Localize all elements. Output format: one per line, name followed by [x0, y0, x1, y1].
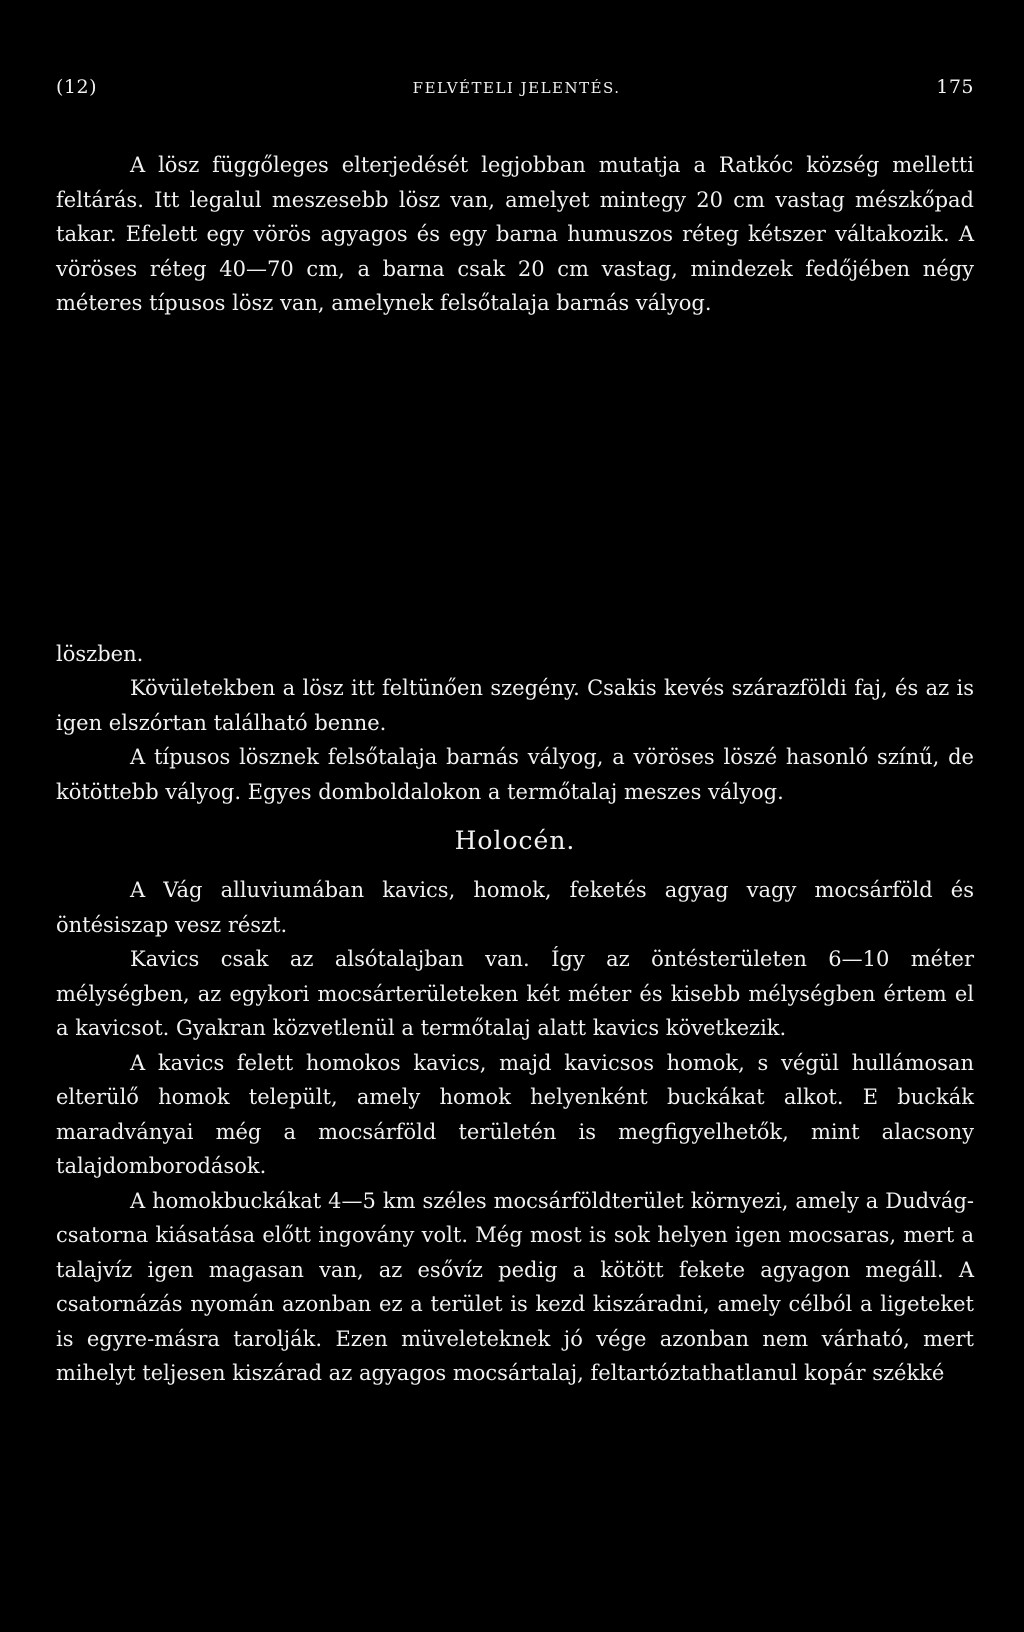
- document-page: [56, 76, 974, 1391]
- paragraph-continuation: löszben.: [56, 641, 144, 666]
- paragraph-ratkoc-exposure: A lösz függőleges elterjedését legjobban mutatja a Ratkóc község melletti feltárás. Itt legalul meszesebb lösz van, amelyet mintegy 20 cm vastag mészkőpad takar. Efelett egy vörös agyagos és egy barna humuszos réteg kétszer váltakozik. A vöröses réteg 40—70 cm, a barna csak 20 cm vastag, mindezek fedőjében négy méteres típusos lösz van, amelynek felsőtalaja barnás vályog.: [56, 153, 974, 315]
- paragraph-gravel: Kavics csak az alsótalajban van. Így az öntésterületen 6—10 méter mélységben, az egykori mocsárterületeken két méter és kisebb mélységben értem el a kavicsot. Gyakran közvetlenül a termőtalaj alatt kavics következik.: [56, 947, 974, 1040]
- paragraph-sand-dunes: A kavics felett homokos kavics, majd kavicsos homok, s végül hullámosan elterülő homok települt, amely homok helyenként buckákat alkot. E buckák maradványai még a mocsárföld területén is megfigyelhetők, mint alacsony talajdomborodások.: [56, 1050, 974, 1178]
- paragraph-topsoil: A típusos lösznek felsőtalaja barnás vályog, a vöröses löszé hasonló színű, de kötöttebb vályog. Egyes domboldalokon a termőtalaj meszes vályog.: [56, 745, 974, 804]
- paragraph-fossils: Kövületekben a lösz itt feltünően szegény. Csakis kevés szárazföldi faj, és az is igen elszórtan található benne.: [56, 676, 974, 735]
- running-header: [56, 76, 974, 106]
- section-title-holocene: Holocén.: [454, 826, 576, 855]
- blank-figure-area: [56, 321, 974, 637]
- header-section-number: (12): [56, 76, 98, 98]
- header-title: FELVÉTELI JELENTÉS.: [412, 79, 621, 97]
- page-number: 175: [936, 76, 974, 98]
- paragraph-marshland: A homokbuckákat 4—5 km széles mocsárföldterület környezi, amely a Dudvág-csatorna kiásatása előtt ingovány volt. Még most is sok helyen igen mocsaras, mert a talajvíz igen magasan van, az esővíz pedig a kötött fekete agyagon megáll. A csatornázás nyomán azonban ez a terület is kezd kiszáradni, amely célból a ligeteket is egyre-másra tarolják. Ezen müveleteknek jó vége azonban nem várható, mert mihelyt teljesen kiszárad az agyagos mocsártalaj, feltartóztathatlanul kopár székké: [56, 1188, 974, 1385]
- paragraph-alluvium: A Vág alluviumában kavics, homok, feketés agyag vagy mocsárföld és öntésiszap vesz részt.: [56, 878, 974, 937]
